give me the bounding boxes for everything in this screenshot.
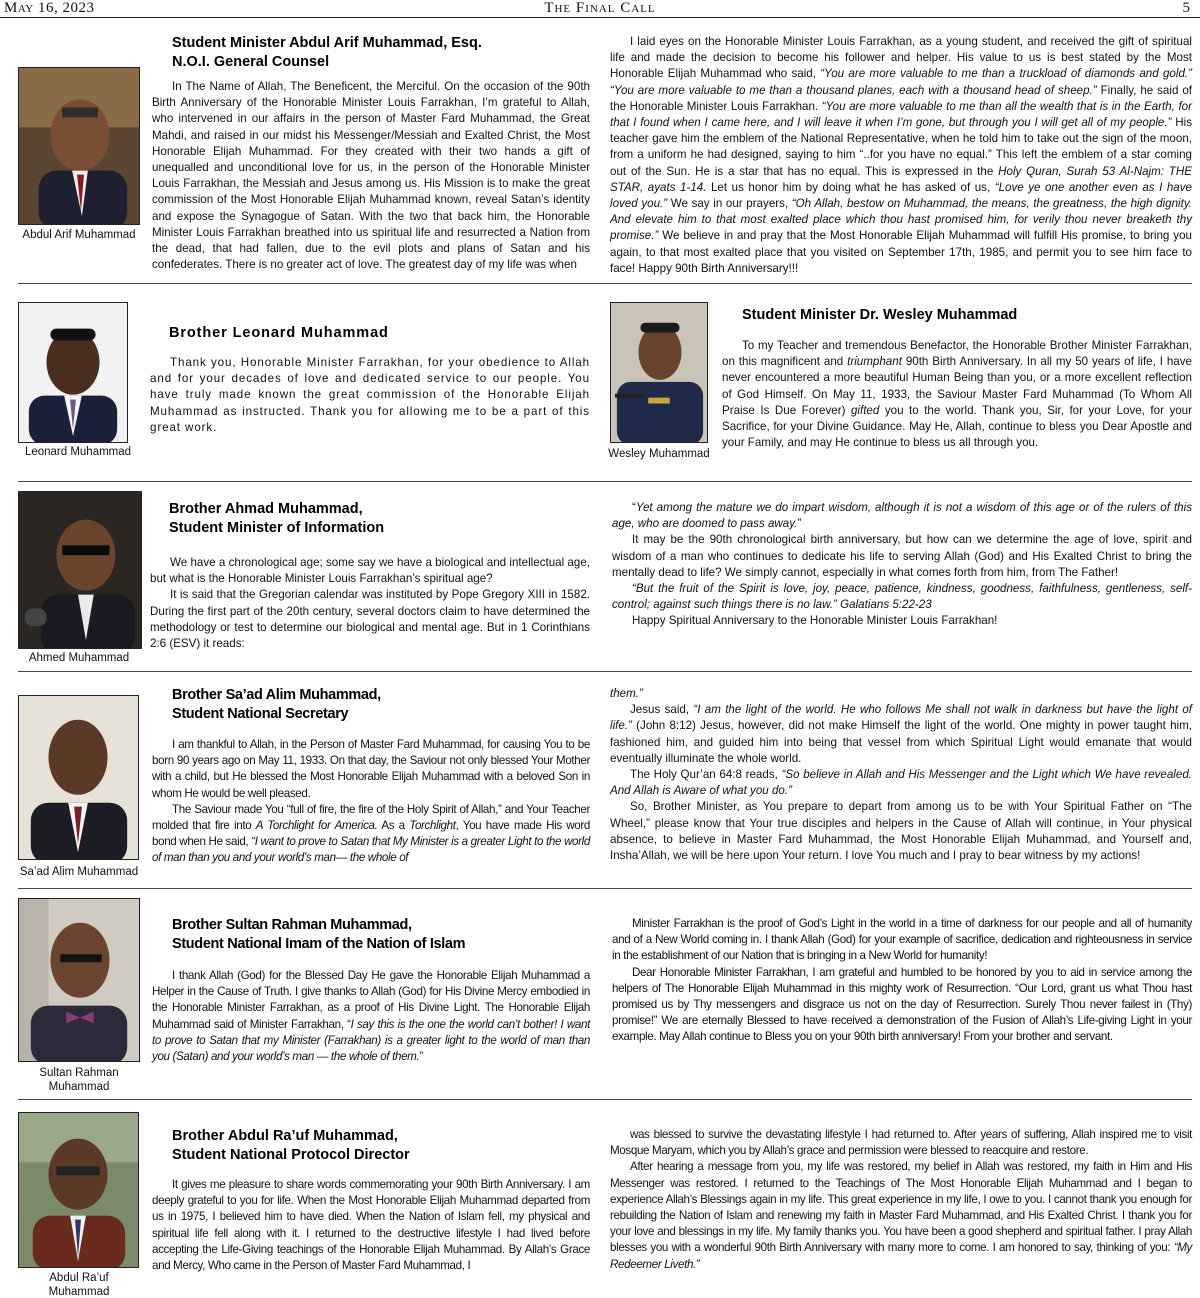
article-body-left: [150, 555, 590, 652]
article-title: [169, 324, 589, 343]
text-run: Jesus said,: [630, 703, 694, 717]
italic-run: A Torchlight for America.: [255, 819, 378, 833]
text-run: ”: [419, 1050, 423, 1064]
article-title: [742, 306, 1182, 325]
text-run: In The Name of Allah, The Beneficent, the Merciful. On the occasion of the 90th Birth Anniversary of the Honorable Minister Louis Farrakhan, I’m grateful to Allah, who intervened in our affairs in the person of Master Fard Muhammad, the Great Mahdi, and raised in our midst his Messenger/Messiah and Exalted Christ, the Most Honorable Elijah Muhammad. For they created with their two hands a gift of unequalled and unconditional love for us, in the person of the Honorable Minister Louis Farrakhan, the Messiah and Jesus among us. His Mission is to make the great commission of the Most Honorable Elijah Muhammad known, reveal Satan’s identity and expose the Synagogue of Satan. With the two that back him, the Honorable Minister Louis Farrakhan breathed into us spiritual life and resurrected a Nation from the dead, that had fallen, due to the evil plots and plans of Satan and his confederates. There is no greater act of love. The greatest day of my life was when: [152, 80, 590, 272]
section-divider: [18, 671, 1192, 672]
italic-run: “Love ye one another even as I have loved you.”: [610, 180, 1193, 211]
text-run: His teacher gave him the emblem of the National Representative, when he told him to take out the sign of the moon, from a uniform he had designed, saying to him “..for you have no equal.” This left the emblem of a star coming out of the Sun. He is a star that has no equal. This is expressed in the: [610, 116, 1192, 178]
article-title-line: Brother Leonard Muhammad: [169, 325, 389, 341]
text-run: We believe in and pray that the Most Honorable Elijah Muhammad will fulfill His promise, to bring you again, to that most exalted place that you visited on September 17th, 1985, and permit you to see him face to face! Happy 90th Birth Anniversary!!!: [610, 229, 1192, 275]
text-run: To my Teacher and tremendous Benefactor, the Honorable Brother Minister Farrakhan, on this magnificent and: [722, 339, 1192, 369]
photo-caption: Leonard Muhammad: [24, 446, 132, 458]
portrait-photo-abdul-rauf: [18, 1112, 139, 1268]
article-title-line: Brother Sa’ad Alim Muhammad,: [172, 687, 381, 703]
article-title-line: Student National Imam of the Nation of Islam: [172, 936, 466, 952]
italic-run: “My Redeemer Liveth.”: [610, 1241, 1192, 1271]
article-title: [172, 1127, 592, 1165]
text-run: Happy Spiritual Anniversary to the Honorable Minister Louis Farrakhan!: [632, 614, 998, 628]
article-title-line: Brother Sultan Rahman Muhammad,: [172, 917, 412, 933]
text-run: (John 8:12) Jesus, however, did not make Himself the light of the world. One mighty in power taught him, fashioned him, and guided him into being that vessel from which Spiritual Light would emanate that would eventually illuminate the whole world.: [610, 719, 1192, 765]
article-paragraph: [152, 737, 590, 802]
article-paragraph: [610, 702, 1192, 767]
italic-run: “You are more valuable to me than all the wealth that is in the Earth, for that I found when I came here, and I will leave it when I’m gone, but through you I will get all of my people.”: [610, 99, 1192, 130]
portrait-photo-wesley: [610, 302, 708, 443]
article-title: [169, 500, 589, 538]
text-run: , You have made His word bond when He said,: [152, 819, 590, 849]
portrait-photo-sultan: [18, 898, 140, 1062]
text-run: It gives me pleasure to share words commemorating your 90th Birth Anniversary. I am deeply grateful to you for life. When the Most Honorable Elijah Muhammad departed from us in 1975, I believed him to have died. When the Nation of Islam fell, my physical and spiritual life fell along with it. I returned to the destructive lifestyle I had lived before accepting the Life-Giving teachings of the Honorable Elijah Muhammad. By Allah’s Grace and Mercy, Who came in the Person of Master Fard Muhammad, I: [152, 1178, 590, 1273]
italic-run: “I am the light of the world. He who follows Me shall not walk in darkness but have the light of life.”: [610, 703, 1193, 733]
article-paragraph: [722, 338, 1192, 451]
article-title: [172, 916, 592, 954]
text-run: Let us honor him by doing what he has asked of us,: [706, 180, 995, 194]
article-paragraph: [150, 587, 590, 652]
article-title-line: Student Minister of Information: [169, 520, 385, 536]
text-run: Dear Honorable Minister Farrakhan, I am grateful and humbled to be honored by you to aid in service among the helpers of The Honorable Elijah Muhammad in this mighty work of Resurrection. “Our Lord, grant us what Thou hast promised us by Thy messengers and disgrace us not on the day of Resurrection. Surely Thou never failest in (Thy) promise!” We are eternally Blessed to have received a demonstration of the Fusion of Allah’s Life-giving Light in your example. May Allah continue to Bless you on your 90th birth anniversary! From your brother and servant.: [612, 965, 1192, 1044]
text-run: Minister Farrakhan is the proof of God’s Light in the world in a time of darkness for our people and all of humanity and of a New World coming in. I thank Allah (God) for your example of sacrifice, dedication and righteousness in service in the establishment of our Nation that is bringing in a New World for humanity!: [612, 917, 1192, 963]
article-paragraph: [610, 34, 1192, 277]
photo-caption: Abdul Ra’uf Muhammad: [48, 1272, 110, 1298]
article-title-line: Student National Secretary: [172, 706, 349, 722]
text-run: Finally, he said of the Honorable Minister Louis Farrakhan.: [610, 83, 1192, 113]
italic-run: “But the fruit of the Spirit is love, joy, peace, patience, kindness, goodness, faithfulness, gentleness, self-control; against such things there is no law.” Galatians 5:22-23: [612, 582, 1192, 612]
article-paragraph: [612, 965, 1192, 1046]
article-title-line: N.O.I. General Counsel: [172, 54, 330, 70]
italic-run: Torchlight: [409, 819, 456, 833]
article-paragraph: [612, 500, 1192, 532]
article-paragraph: [150, 355, 590, 436]
article-body-right: [610, 34, 1192, 277]
section-divider: [18, 481, 1192, 482]
text-run: We have a chronological age; some say we have a biological and intellectual age, but what is the Honorable Minister Louis Farrakhan’s spiritual age?: [150, 556, 590, 586]
photo-caption: Abdul Arif Muhammad: [22, 229, 136, 241]
publication-name: The Final Call: [544, 0, 656, 16]
article-body-left: [722, 338, 1192, 451]
italic-run: “Oh Allah, bestow on Muhammad, the means, the greatness, the high dignity. And elevate him to that most exalted place which thou hast promised him, for verily thou never breaketh thy promise.”: [610, 197, 1192, 243]
photo-caption-line: Sultan Rahman: [39, 1067, 119, 1079]
page-number: 5: [1182, 0, 1190, 16]
text-run: was blessed to survive the devastating lifestyle I had returned to. After years of suffering, Allah inspired me to visit Mosque Maryam, which you by Allah’s grace and permission were blessed to reacquire and restore.: [610, 1128, 1192, 1158]
article-body-left: [152, 1177, 590, 1274]
portrait-photo-abdul-arif: [18, 67, 140, 225]
photo-caption: Wesley Muhammad: [608, 448, 710, 460]
text-run: I laid eyes on the Honorable Minister Louis Farrakhan, as a young student, and received the gift of spiritual life and made the decision to become his follower and helper. His value to us is best stated by the Most Honorable Elijah Muhammad who said,: [610, 35, 1192, 81]
issue-date: May 16, 2023: [4, 0, 95, 16]
article-paragraph: [612, 613, 1192, 629]
article-body-right: [612, 500, 1192, 630]
article-paragraph: [610, 799, 1192, 864]
italic-run: “So believe in Allah and His Messenger and the Light which We have revealed. And Allah is Aware of what you do.”: [610, 768, 1192, 798]
text-run: 90th Birth Anniversary. In all my 50 years of life, I have never encountered a more beautiful Human Being than you, or a more excellent reflection of God Himself. On May 11, 1933, the Saviour Master Fard Muhammad (To Whom All Praise Is Due Forever): [722, 355, 1192, 417]
article-paragraph: [610, 1127, 1192, 1159]
article-title: [172, 686, 592, 724]
masthead: [0, 0, 1200, 18]
text-run: “: [632, 501, 636, 514]
article-paragraph: [152, 802, 590, 867]
text-run: As a: [377, 819, 410, 833]
photo-caption-line: Muhammad: [48, 1081, 110, 1093]
article-paragraph: [610, 686, 1192, 702]
article-title-line: Student National Protocol Director: [172, 1147, 410, 1163]
portrait-photo-ahmad: [18, 491, 142, 649]
italic-run: triumphant: [847, 355, 902, 369]
italic-run: “You are more valuable to me than a truckload of diamonds and gold.” “You are more valuable to me than a thousand planes, each with a thousand head of sheep.”: [610, 67, 1192, 97]
text-run: It is said that the Gregorian calendar was instituted by Pope Gregory XIII in 1582. During the first part of the 20th century, several doctors claim to have determined the methodology or test to determine our biological and mental age. But in 1 Corinthians 2:6 (ESV) it reads:: [150, 588, 590, 651]
italic-run: I say this is the one the world can’t bother! I want to prove to Satan that my Minister (Farrakhan) is a greater light to the world of man than you (Satan) and your world’s man — the whole of them.: [152, 1017, 590, 1064]
article-title: [172, 34, 592, 72]
article-body-left: [152, 79, 590, 273]
article-title-line: Brother Abdul Ra’uf Muhammad,: [172, 1128, 398, 1144]
text-run: The Saviour made You “full of fire, the fire of the Holy Spirit of Allah,” and Your Teacher molded that fire into: [152, 802, 590, 833]
text-run: ”: [797, 517, 802, 531]
article-paragraph: [612, 532, 1192, 581]
article-paragraph: [610, 1159, 1192, 1272]
text-run: The Holy Qur’an 64:8 reads,: [630, 768, 782, 782]
article-body-right: [612, 916, 1192, 1046]
article-body-left: [150, 355, 590, 436]
article-paragraph: [610, 767, 1192, 799]
article-paragraph: [152, 1177, 590, 1274]
italic-run: “I want to prove to Satan that My Minister is a greater Light to the world of man than you and your world’s man— the whole of: [152, 835, 590, 865]
article-paragraph: [152, 968, 590, 1065]
text-run: We say in our prayers,: [667, 197, 792, 211]
article-paragraph: [612, 581, 1192, 613]
article-title-line: Student Minister Abdul Arif Muhammad, Esq.: [172, 35, 482, 51]
section-divider: [18, 888, 1192, 889]
section-divider: [18, 283, 1192, 284]
text-run: I am thankful to Allah, in the Person of Master Fard Muhammad, for causing You to be born 90 years ago on May 11, 1933. On that day, the Saviour not only blessed Your Mother with a child, but He blessed the Most Honorable Elijah Muhammad with a beloved Son in whom He would be well pleased.: [152, 738, 590, 800]
text-run: I thank Allah (God) for the Blessed Day He gave the Honorable Elijah Muhammad a Helper in the Cause of Truth. I give thanks to Allah (God) for His Divine Mercy embodied in the Honorable Minister Farrakhan, as a proof of His Divine Light. The Honorable Elijah Muhammad said of Minister Farrakhan, “: [152, 969, 590, 1031]
article-body-right: [610, 1127, 1192, 1273]
article-body-left: [152, 737, 590, 867]
italic-run: them.”: [610, 687, 643, 700]
italic-run: gifted: [850, 403, 880, 417]
section-divider: [18, 1099, 1192, 1100]
article-title-line: Brother Ahmad Muhammad,: [169, 501, 363, 517]
article-body-right: [610, 686, 1192, 864]
photo-caption: [18, 1066, 140, 1094]
article-title-line: Student Minister Dr. Wesley Muhammad: [742, 307, 1018, 323]
text-run: you to the world. Thank you, Sir, for your Love, for your Sacrifice, for your Divine Guidance. May He, Allah, continue to bless you Dear Apostle and your Family, and may He continue to bless us all through you.: [722, 403, 1192, 450]
article-paragraph: [612, 916, 1192, 965]
italic-run: Yet among the mature we do impart wisdom, although it is not a wisdom of this age or of the rulers of this age, who are doomed to pass away.: [612, 501, 1192, 531]
photo-caption: Sa’ad Alim Muhammad: [19, 866, 139, 878]
text-run: Thank you, Honorable Minister Farrakhan, for your obedience to Allah and for your decades of love and dedicated service to our people. You have truly made known the great commission of the Honorable Elijah Muhammad as instructed. Thank you for allowing me to be a part of this great work.: [150, 356, 590, 434]
text-run: After hearing a message from you, my life was restored, my belief in Allah was restored, my faith in Him and His Messenger was restored. I returned to the Teachings of The Most Honorable Elijah Muhammad and I began to experience Allah’s Blessings again in my life. This great experience in my life, I owe to you. I cannot thank you enough for rebuilding the Nation of Islam and renewing my faith in Master Fard Muhammad, and His Exalted Christ. I thank you for your love and blessings in my life. My family thanks you. You have been a good shepherd and spiritual father. I pray Allah blesses you with a wonderful 90th Birth Anniversary with many more to come. I am honored to say, thinking of you:: [610, 1160, 1192, 1255]
portrait-photo-saad: [18, 695, 139, 860]
text-run: It may be the 90th chronological birth anniversary, but how can we determine the age of love, spirit and wisdom of a man who continues to dedicate his life to serving Allah (God) and His Exalted Christ to bring the mentally dead to life? We simply cannot, especially in what comes forth from him, from The Father!: [612, 533, 1192, 579]
article-body-left: [152, 968, 590, 1065]
italic-run: Holy Quran, Surah 53 Al-Najm: THE STAR, ayats 1-14.: [610, 164, 1192, 194]
article-paragraph: [152, 79, 590, 273]
photo-caption: Ahmed Muhammad: [28, 652, 130, 664]
text-run: So, Brother Minister, as You prepare to depart from among us to be with Your Spiritual Father on “The Wheel,” please know that Your true disciples and helpers in the Cause of Allah will continue, in Your physical absence, to believe in Master Fard Muhammad, the Most Honorable Elijah Muhammad, and Yourself and, Insha’Allah, we will be here upon Your return. I love You much and I pray to bear witness by my actions!: [610, 800, 1192, 863]
article-paragraph: [150, 555, 590, 587]
portrait-photo-leonard: [18, 302, 128, 443]
